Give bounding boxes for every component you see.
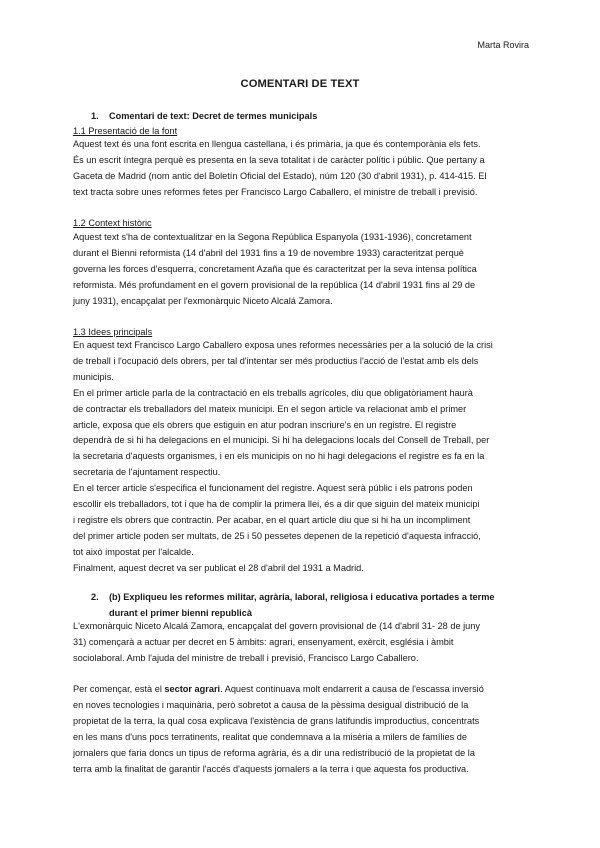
text-line: de treball i l'ocupació dels obrers, per tal d'intentar ser més productius l'acció de l'estat amb els dels [73, 355, 479, 366]
text-line: propietat de la terra, la qual cosa explicava l'existència de grans latifundis improductius, concentrats [73, 715, 480, 726]
text-line: És un escrit íntegra perquè es presenta en la seva totalitat i de caràcter polític i públic. Que pertany a [73, 154, 485, 165]
subsection-1-1-paragraph [73, 137, 529, 201]
text-line: Aquest text s'ha de contextualitzar en la Segona República Espanyola (1931-1936), concretament [73, 232, 472, 242]
subsection-1-2-paragraph [73, 230, 529, 310]
text-line: En el tercer article s'especifica el funcionament del registre. Aquest serà públic i els patrons poden [73, 483, 473, 494]
text-line: 31) començarà a actuar per decret en 5 àmbits: agrari, ensenyament, exèrcit, església i àmbit [73, 636, 454, 647]
text-line: municipis. [73, 371, 114, 382]
text-line: en les mans d'uns pocs terratinents, realitat que condemnava a la misèria a milers de famílies de [73, 731, 467, 742]
section-1-heading [91, 111, 317, 121]
text-line: en noves tecnologies i maquinària, però sobretot a causa de la pèssima desigual distribució de la [73, 699, 469, 710]
text-run: . Aquest continuava molt endarrerit a causa de l'escassa inversió [220, 684, 484, 694]
text-line: juny 1931), encapçalat per l'exmonàrquic Niceto Alcalá Zamora. [73, 295, 333, 306]
text-line: tot això impostat per l'alcalde. [73, 546, 194, 557]
text-line: terra amb la finalitat de garantir l'accés d'aquests jornalers a la terra i que aquesta fos productiva. [73, 763, 469, 774]
subsection-1-3-title: 1.3 Idees principals [73, 327, 153, 337]
text-line: de contractar els treballadors del mateix municipi. En el segon article va relacionat amb el primer [73, 403, 467, 414]
section-2-paragraph-2 [73, 682, 529, 777]
text-line: jornalers que faria doncs un tipus de reforma agrària, és a dir una redistribució de la propietat de la [73, 747, 475, 758]
subsection-1-3-paragraph [73, 338, 529, 577]
text-line: i registre els obrers que contractin. Per acabar, en el quart article diu que si hi ha un incompliment [73, 514, 471, 525]
subsection-1-2-title: 1.2 Context històric [73, 218, 152, 228]
author-name: Marta Rovira [477, 40, 529, 50]
section-1-title: Comentari de text: Decret de termes municipals [109, 111, 318, 121]
document-title: COMENTARI DE TEXT [240, 78, 360, 90]
section-1-number: 1. [91, 111, 99, 121]
text-line: sociolaboral. Amb l'ajuda del ministre de treball i previsió, Francisco Largo Caballero. [73, 652, 419, 663]
text-line: durant el Bienni reformista (14 d'abril del 1931 fins a 19 de novembre 1933) caracteritzat perquè [73, 247, 464, 258]
text-line: reformista. Més profundament en el govern provisional de la república (14 d'abril 1931 fins al 29 de [73, 279, 476, 290]
text-line: la secretaria d'aquests organismes, i en els municipis on no hi hagi delegacions el registre es fa en la [73, 451, 485, 462]
text-line: L'exmonàrquic Niceto Alcalá Zamora, encapçalat del govern provisional de (14 d'abril 31- 28 de juny [73, 621, 480, 631]
text-line: article, exposa que els obrers que estiguin en atur podran inscriure's en un registre. El registre [73, 419, 457, 430]
text-line: En el primer article parla de la contractació en els treballs agrícoles, diu que obligatòriament haurà [73, 387, 473, 398]
text-line [73, 682, 529, 698]
section-2-title-line-1: (b) Expliqueu les reformes militar, agrària, laboral, religiosa i educativa portades a terme [109, 592, 495, 602]
text-line: dependrà de si hi ha delegacions en el municipi. Si hi ha delegacions locals del Consell de Treball, per [73, 435, 490, 446]
text-line: del primer article poden ser multats, de 25 i 50 pessetes depenen de la repetició d'aquesta infracció, [73, 530, 481, 541]
section-2-paragraph-1 [73, 619, 529, 667]
text-line: text tracta sobre unes reformes fetes per Francisco Largo Caballero, el ministre de treball i previsió. [73, 186, 478, 197]
subsection-1-1-title: 1.1 Presentació de la font [73, 126, 178, 136]
text-run: Per començar, està el [73, 684, 165, 694]
text-line: escollir els treballadors, tot i que ha de complir la primera llei, és a dir que siguin del mateix municipi [73, 499, 480, 510]
bold-term: sector agrari [164, 684, 221, 694]
text-line: En aquest text Francisco Largo Caballero exposa unes reformes necessàries per a la solució de la crisi [73, 340, 493, 350]
text-line: Aquest text és una font escrita en llengua castellana, i és primària, ja que és contemporània els fets. [73, 139, 481, 149]
section-2-title-line-2: durant el primer bienni republicà [109, 607, 252, 618]
text-line: secretaria de l'ajuntament respectiu. [73, 467, 221, 478]
text-line: Finalment, aquest decret va ser publicat el 28 d'abril del 1931 a Madrid. [73, 562, 364, 573]
text-line: Gaceta de Madrid (nom antic del Boletín Oficial del Estado), núm 120 (30 d'abril 1931), p. 414-415. El [73, 170, 487, 181]
text-line: governa les forces d'esquerra, concretament Azaña que és caracteritzat per la seva intensa política [73, 263, 477, 274]
section-2-heading [91, 590, 495, 621]
section-2-number: 2. [91, 592, 99, 602]
